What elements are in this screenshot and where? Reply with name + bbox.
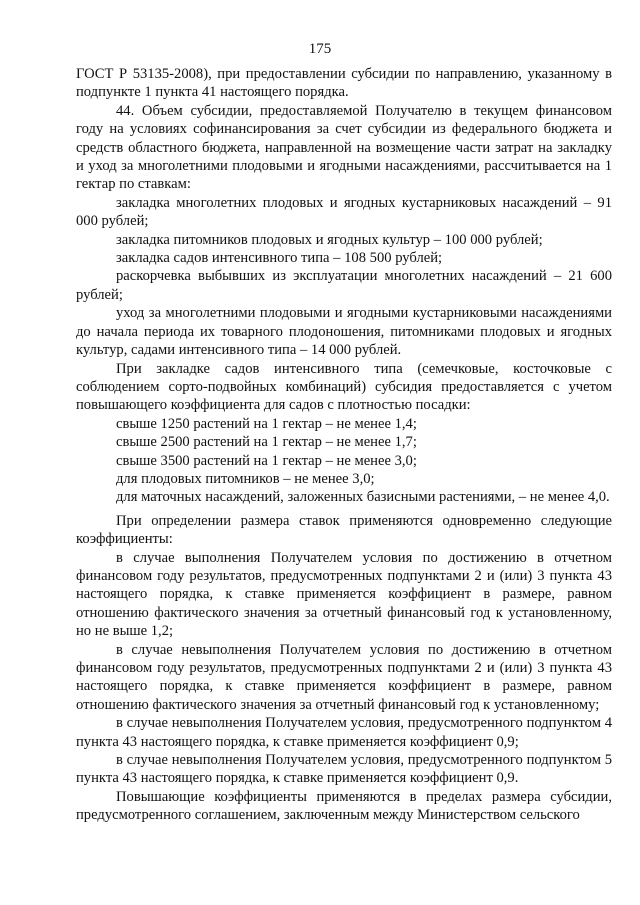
rate-care: уход за многолетними плодовыми и ягодными кустарниковыми насаждениями до начала периода их товарного плодоношения, питомниками плодовых и ягодных культур, садами интенсивного типа – 14 000 рублей. xyxy=(76,305,612,359)
page-number: 175 xyxy=(308,41,332,57)
paragraph-44-subsidy-volume: 44. Объем субсидии, предоставляемой Получателю в текущем финансовом году на условиях софинансирования за счет субсидии из федерального бюджета и средств областного бюджета, направленной на возмещение части затрат на закладку и уход за многолетними плодовыми и ягодными насаждениями, рассчитывается на 1 гектар по ставкам: xyxy=(76,102,612,193)
rate-uprooting: раскорчевка выбывших из эксплуатации многолетних насаждений – 21 600 рублей; xyxy=(76,268,612,303)
paragraph-gost-continuation: ГОСТ Р 53135-2008), при предоставлении субсидии по направлению, указанному в подпункте 1 пункта 41 настоящего порядка. xyxy=(76,66,612,101)
rate-planting-nurseries: закладка питомников плодовых и ягодных культур – 100 000 рублей; xyxy=(116,231,543,248)
density-over-3500: свыше 3500 растений на 1 гектар – не менее 3,0; xyxy=(116,452,417,469)
density-over-2500: свыше 2500 растений на 1 гектар – не менее 1,7; xyxy=(116,434,417,451)
paragraph-coefficient-limits: Повышающие коэффициенты применяются в пределах размера субсидии, предусмотренного соглашением, заключенным между Министерством сельского xyxy=(76,788,612,824)
coefficient-unfulfilled-results: в случае невыполнения Получателем условия по достижению в отчетном финансовом году результатов, предусмотренных подпунктами 2 и (или) 3 пункта 43 настоящего порядка, к ставке применяется коэффициент в размере, равном отношению фактического значения за отчетный финансовый год к установленному; xyxy=(76,641,612,713)
paragraph-intensive-gardens-coefficient: При закладке садов интенсивного типа (семечковые, косточковые с соблюдением сорто-подвойных комбинаций) субсидия предоставляется с учетом повышающего коэффициента для садов с плотностью посадки: xyxy=(76,360,612,414)
coefficient-subparagraph-5: в случае невыполнения Получателем условия, предусмотренного подпунктом 5 пункта 43 настоящего порядка, к ставке применяется коэффициент 0,9. xyxy=(76,752,612,787)
document-body xyxy=(76,65,612,825)
rate-planting-berry-shrubs: закладка многолетних плодовых и ягодных кустарниковых насаждений – 91 000 рублей; xyxy=(76,194,612,230)
density-over-1250: свыше 1250 растений на 1 гектар – не менее 1,4; xyxy=(116,415,417,432)
fruit-nurseries-coefficient: для плодовых питомников – не менее 3,0; xyxy=(116,470,375,487)
coefficient-fulfilled-results: в случае выполнения Получателем условия по достижению в отчетном финансовом году результатов, предусмотренных подпунктами 2 и (или) 3 пункта 43 настоящего порядка, к ставке применяется коэффициент в размере, равном отношению фактического значения за отчетный финансовый год к установленному, но не выше 1,2; xyxy=(76,549,612,640)
mother-plantings-coefficient: для маточных насаждений, заложенных базисными растениями, – не менее 4,0. xyxy=(116,489,610,506)
coefficient-subparagraph-4: в случае невыполнения Получателем условия, предусмотренного подпунктом 4 пункта 43 настоящего порядка, к ставке применяется коэффициент 0,9; xyxy=(76,715,612,750)
paragraph-coefficients-intro: При определении размера ставок применяются одновременно следующие коэффициенты: xyxy=(76,512,612,548)
rate-planting-intensive-gardens: закладка садов интенсивного типа – 108 500 рублей; xyxy=(116,250,443,267)
